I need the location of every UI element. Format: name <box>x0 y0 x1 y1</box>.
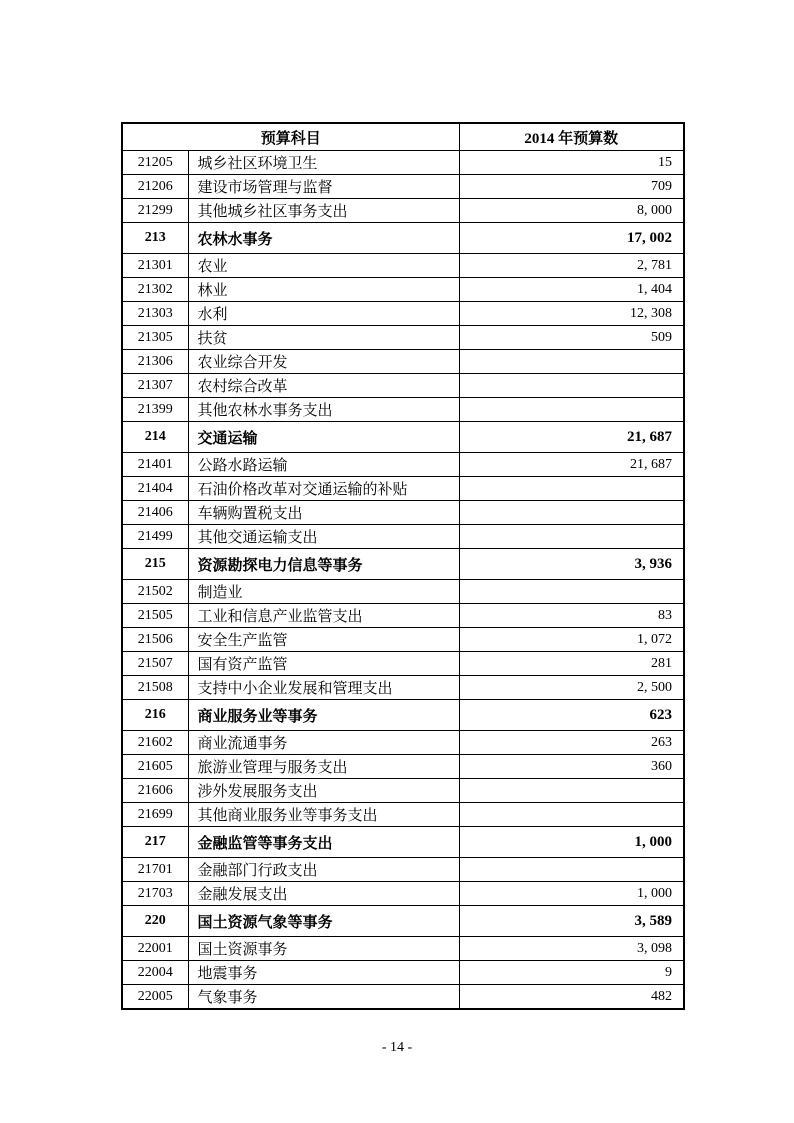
row-value: 1, 000 <box>459 882 684 906</box>
row-name: 其他交通运输支出 <box>188 525 459 549</box>
row-name: 农业综合开发 <box>188 350 459 374</box>
row-name: 金融发展支出 <box>188 882 459 906</box>
item-row <box>122 453 684 477</box>
item-row <box>122 525 684 549</box>
row-name: 工业和信息产业监管支出 <box>188 604 459 628</box>
row-value: 1, 404 <box>459 278 684 302</box>
row-value: 1, 072 <box>459 628 684 652</box>
row-code: 21508 <box>122 676 188 700</box>
row-name: 车辆购置税支出 <box>188 501 459 525</box>
row-value: 8, 000 <box>459 199 684 223</box>
row-value: 2, 781 <box>459 254 684 278</box>
row-name: 国有资产监管 <box>188 652 459 676</box>
item-row <box>122 882 684 906</box>
row-value: 12, 308 <box>459 302 684 326</box>
row-code: 216 <box>122 700 188 731</box>
row-value: 2, 500 <box>459 676 684 700</box>
row-name: 其他城乡社区事务支出 <box>188 199 459 223</box>
row-name: 农林水事务 <box>188 223 459 254</box>
row-code: 22001 <box>122 937 188 961</box>
item-row <box>122 731 684 755</box>
row-name: 涉外发展服务支出 <box>188 779 459 803</box>
row-value <box>459 580 684 604</box>
row-code: 21699 <box>122 803 188 827</box>
item-row <box>122 803 684 827</box>
row-code: 215 <box>122 549 188 580</box>
item-row <box>122 501 684 525</box>
row-value: 360 <box>459 755 684 779</box>
item-row <box>122 628 684 652</box>
row-name: 林业 <box>188 278 459 302</box>
row-code: 21303 <box>122 302 188 326</box>
item-row <box>122 374 684 398</box>
row-code: 21301 <box>122 254 188 278</box>
row-code: 21499 <box>122 525 188 549</box>
row-code: 21399 <box>122 398 188 422</box>
row-name: 石油价格改革对交通运输的补贴 <box>188 477 459 501</box>
row-value <box>459 398 684 422</box>
row-name: 国土资源事务 <box>188 937 459 961</box>
row-code: 21507 <box>122 652 188 676</box>
item-row <box>122 302 684 326</box>
item-row <box>122 199 684 223</box>
row-value: 83 <box>459 604 684 628</box>
row-code: 21302 <box>122 278 188 302</box>
row-name: 安全生产监管 <box>188 628 459 652</box>
row-name: 资源勘探电力信息等事务 <box>188 549 459 580</box>
item-row <box>122 175 684 199</box>
row-value: 281 <box>459 652 684 676</box>
item-row <box>122 604 684 628</box>
item-row <box>122 985 684 1010</box>
row-value: 263 <box>459 731 684 755</box>
row-value <box>459 501 684 525</box>
row-code: 21506 <box>122 628 188 652</box>
row-code: 21307 <box>122 374 188 398</box>
item-row <box>122 858 684 882</box>
row-value <box>459 525 684 549</box>
row-code: 21305 <box>122 326 188 350</box>
item-row <box>122 278 684 302</box>
section-row <box>122 827 684 858</box>
page-number: - 14 - <box>381 1040 413 1055</box>
row-code: 21206 <box>122 175 188 199</box>
row-value: 3, 936 <box>459 549 684 580</box>
item-row <box>122 477 684 501</box>
item-row <box>122 580 684 604</box>
row-name: 农村综合改革 <box>188 374 459 398</box>
section-row <box>122 422 684 453</box>
item-row <box>122 151 684 175</box>
budget-table <box>121 122 685 1010</box>
row-code: 21605 <box>122 755 188 779</box>
row-name: 水利 <box>188 302 459 326</box>
row-code: 21701 <box>122 858 188 882</box>
item-row <box>122 398 684 422</box>
row-name: 地震事务 <box>188 961 459 985</box>
row-value: 17, 002 <box>459 223 684 254</box>
item-row <box>122 755 684 779</box>
section-row <box>122 549 684 580</box>
item-row <box>122 326 684 350</box>
item-row <box>122 254 684 278</box>
row-name: 交通运输 <box>188 422 459 453</box>
row-name: 其他农林水事务支出 <box>188 398 459 422</box>
row-value: 1, 000 <box>459 827 684 858</box>
row-name: 金融监管等事务支出 <box>188 827 459 858</box>
row-code: 21502 <box>122 580 188 604</box>
subject-column-header: 预算科目 <box>122 123 459 151</box>
row-value: 482 <box>459 985 684 1010</box>
row-value: 21, 687 <box>459 422 684 453</box>
row-value: 709 <box>459 175 684 199</box>
section-row <box>122 906 684 937</box>
row-code: 21404 <box>122 477 188 501</box>
row-code: 21602 <box>122 731 188 755</box>
row-name: 气象事务 <box>188 985 459 1010</box>
row-value: 15 <box>459 151 684 175</box>
row-code: 21401 <box>122 453 188 477</box>
item-row <box>122 350 684 374</box>
row-value <box>459 374 684 398</box>
row-code: 22004 <box>122 961 188 985</box>
row-value: 623 <box>459 700 684 731</box>
row-name: 金融部门行政支出 <box>188 858 459 882</box>
row-value: 9 <box>459 961 684 985</box>
row-code: 21606 <box>122 779 188 803</box>
row-code: 21703 <box>122 882 188 906</box>
row-name: 制造业 <box>188 580 459 604</box>
row-name: 其他商业服务业等事务支出 <box>188 803 459 827</box>
row-code: 214 <box>122 422 188 453</box>
row-name: 商业服务业等事务 <box>188 700 459 731</box>
row-value: 3, 589 <box>459 906 684 937</box>
item-row <box>122 937 684 961</box>
row-name: 公路水路运输 <box>188 453 459 477</box>
row-value: 3, 098 <box>459 937 684 961</box>
row-code: 22005 <box>122 985 188 1010</box>
row-value: 509 <box>459 326 684 350</box>
row-code: 213 <box>122 223 188 254</box>
row-name: 商业流通事务 <box>188 731 459 755</box>
row-value <box>459 858 684 882</box>
row-code: 220 <box>122 906 188 937</box>
row-name: 国土资源气象等事务 <box>188 906 459 937</box>
header-row <box>122 123 684 151</box>
row-name: 城乡社区环境卫生 <box>188 151 459 175</box>
budget-table-body <box>122 151 684 1010</box>
amount-column-header: 2014 年预算数 <box>459 123 684 151</box>
row-code: 21205 <box>122 151 188 175</box>
row-code: 21505 <box>122 604 188 628</box>
row-code: 217 <box>122 827 188 858</box>
row-code: 21306 <box>122 350 188 374</box>
row-value <box>459 350 684 374</box>
row-value <box>459 803 684 827</box>
item-row <box>122 676 684 700</box>
item-row <box>122 961 684 985</box>
row-value: 21, 687 <box>459 453 684 477</box>
row-value <box>459 477 684 501</box>
row-name: 建设市场管理与监督 <box>188 175 459 199</box>
section-row <box>122 700 684 731</box>
row-name: 农业 <box>188 254 459 278</box>
row-code: 21299 <box>122 199 188 223</box>
budget-table-header <box>122 123 684 151</box>
item-row <box>122 652 684 676</box>
section-row <box>122 223 684 254</box>
item-row <box>122 779 684 803</box>
row-code: 21406 <box>122 501 188 525</box>
row-value <box>459 779 684 803</box>
row-name: 扶贫 <box>188 326 459 350</box>
row-name: 旅游业管理与服务支出 <box>188 755 459 779</box>
row-name: 支持中小企业发展和管理支出 <box>188 676 459 700</box>
